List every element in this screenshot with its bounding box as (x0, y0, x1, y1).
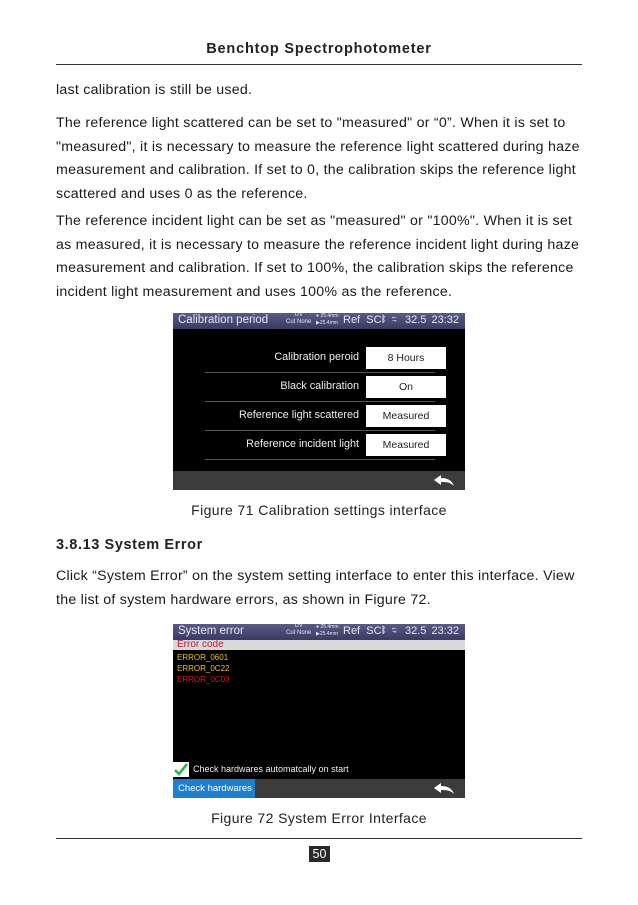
error-list-item[interactable]: ERROR_0C03 (177, 675, 230, 684)
setting-row-black-calibration[interactable] (205, 373, 435, 402)
setting-value[interactable]: On (366, 376, 446, 398)
screen-title: Calibration period (178, 314, 269, 326)
paragraph-1: last calibration is still be used. (56, 82, 253, 98)
setting-label: Reference incident light (246, 438, 359, 450)
bottom-bar (173, 471, 465, 490)
back-arrow-icon[interactable] (433, 781, 455, 796)
check-hardwares-button[interactable]: Check hardwares (173, 779, 255, 798)
error-code-header: Error code (177, 639, 224, 650)
error-list-item[interactable]: ERROR_0C22 (177, 664, 230, 673)
auto-check-label: Check hardwares automatcally on start (193, 764, 349, 774)
page-number: 50 (309, 846, 330, 862)
aperture-indicator: ● 25.4mm ▶25.4mm (316, 624, 339, 637)
setting-label: Black calibration (280, 380, 359, 392)
ref-indicator: Ref SCI (343, 625, 385, 637)
temperature: 32.5 (405, 625, 427, 637)
footer-divider (56, 838, 582, 839)
calibration-settings-screen (173, 313, 465, 490)
ref-indicator: Ref SCI (343, 314, 385, 326)
bottom-bar (173, 779, 465, 798)
setting-row-calibration-period[interactable] (205, 344, 435, 373)
bluetooth-usb-icon: ᛒ ⇆ (381, 314, 399, 325)
uv-indicator: UV Cut None (286, 313, 312, 325)
header-divider (56, 64, 582, 65)
screen-title: System error (178, 625, 244, 637)
figure-71-caption: Figure 71 Calibration settings interface (191, 502, 447, 518)
status-bar (173, 313, 465, 329)
temperature: 32.5 (405, 314, 427, 326)
bluetooth-usb-icon: ᛒ ⇆ (381, 625, 399, 636)
setting-row-reference-incident-light[interactable] (205, 431, 435, 460)
uv-indicator: UV Cut None (286, 624, 312, 636)
aperture-indicator: ● 25.4mm ▶25.4mm (316, 313, 339, 326)
setting-label: Reference light scattered (238, 409, 359, 421)
document-title: Benchtop Spectrophotometer (206, 41, 432, 57)
setting-value[interactable]: 8 Hours (366, 347, 446, 369)
section-heading: 3.8.13 System Error (56, 537, 203, 553)
error-list-item[interactable]: ERROR_0601 (177, 653, 229, 662)
auto-check-checkbox[interactable] (173, 762, 189, 777)
setting-label: Calibration peroid (274, 351, 359, 363)
paragraph-2: The reference light scattered can be set to "measured" or “0”. When it is set to "measured", it is necessary to measure the reference light scattered during haze measurement and calibration. If set to 0, the calibration skips the reference light scattered and uses 0 as the reference. (56, 115, 580, 202)
setting-value[interactable]: Measured (366, 434, 446, 456)
figure-72-caption: Figure 72 System Error Interface (211, 810, 427, 826)
checkmark-icon (173, 762, 189, 777)
back-arrow-icon[interactable] (433, 473, 455, 488)
setting-row-reference-light-scattered[interactable] (205, 402, 435, 431)
paragraph-3: The reference incident light can be set as "measured" or "100%". When it is set as measured, it is necessary to measure the reference incident light during haze measurement and calibration. If set to 100%, the calibration skips the reference incident light measurement and uses 100% as the reference. (56, 213, 580, 300)
auto-check-option[interactable] (173, 762, 463, 777)
clock: 23:32 (431, 625, 459, 637)
system-error-screen (173, 624, 465, 798)
clock: 23:32 (431, 314, 459, 326)
section-paragraph: Click “System Error” on the system setting interface to enter this interface. View the list of system hardware errors, as shown in Figure 72. (56, 568, 575, 608)
setting-value[interactable]: Measured (366, 405, 446, 427)
status-bar (173, 624, 465, 640)
